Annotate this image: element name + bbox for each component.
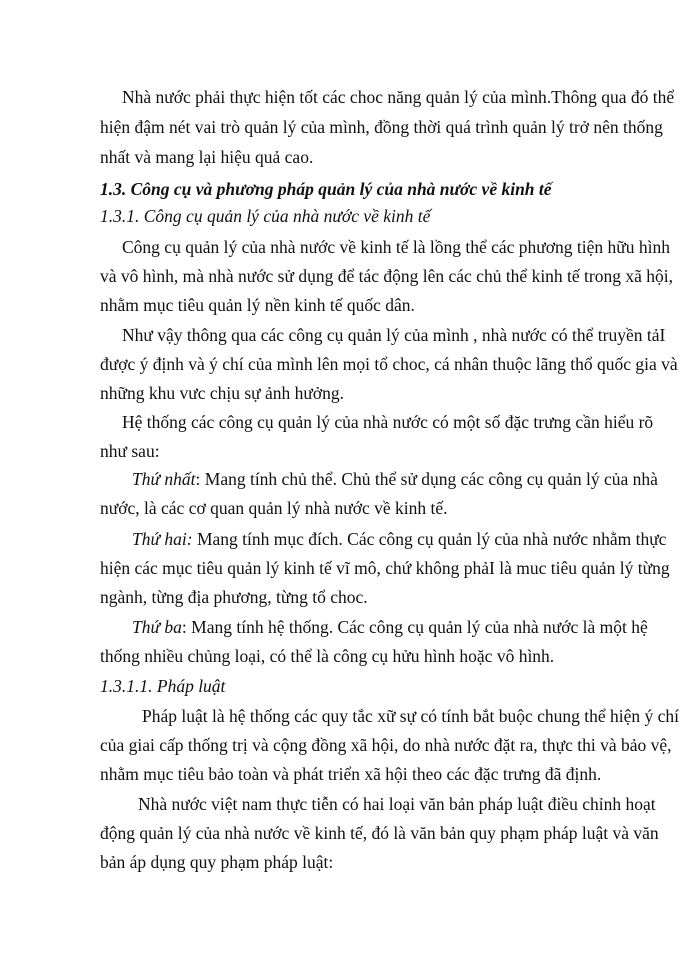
paragraph-line: nhằm mục tiêu bảo toàn và phát triển xã hội theo các đặc trưng đã định.	[100, 764, 602, 784]
paragraph-line: Hệ thống các công cụ quản lý của nhà nước có một số đặc trưng cần hiểu rõ	[122, 412, 654, 432]
paragraph-line: những khu vưc chịu sự ảnh hưởng.	[100, 383, 345, 403]
list-text: Mang tính mục đích. Các công cụ quản lý của nhà nước nhằm thực	[192, 529, 667, 549]
paragraph-line: hiện đậm nét vai trò quản lý của mình, đồng thời quá trình quản lý trở nên thống	[100, 117, 663, 137]
paragraph-line: được ý định và ý chí của mình lên mọi tổ choc, cá nhân thuộc lãng thổ quốc gia và	[100, 354, 678, 374]
paragraph-line: nhất và mang lại hiệu quả cao.	[100, 147, 314, 167]
paragraph-line: bản áp dụng quy phạm pháp luật:	[100, 852, 334, 872]
list-label: Thứ nhất	[132, 469, 196, 489]
list-item-third	[132, 616, 648, 638]
paragraph-line: Công cụ quản lý của nhà nước về kinh tế là lồng thể các phương tiện hữu hình	[122, 237, 671, 257]
list-item-second	[132, 528, 667, 550]
paragraph-line: Nhà nước phải thực hiện tốt các choc năng quản lý của mình.Thông qua đó thể	[122, 87, 675, 107]
paragraph-line: hiện các mục tiêu quản lý kinh tế vĩ mô, chứ không phảI là muc tiêu quản lý từng	[100, 558, 670, 578]
subsubsection-heading: 1.3.1.1. Pháp luật	[100, 676, 226, 696]
paragraph-line: động quản lý của nhà nước về kinh tế, đó là văn bản quy phạm pháp luật và văn	[100, 823, 659, 843]
paragraph-line: nước, là các cơ quan quản lý nhà nước về kinh tế.	[100, 498, 448, 518]
paragraph-line: ngành, từng địa phương, từng tổ choc.	[100, 587, 368, 607]
paragraph-line: như sau:	[100, 441, 160, 461]
paragraph-line: Pháp luật là hệ thống các quy tắc xữ sự có tính bắt buộc chung thể hiện ý chí	[142, 706, 680, 726]
list-label: Thứ hai:	[132, 529, 193, 549]
list-label: Thứ ba	[132, 617, 182, 637]
section-heading: 1.3. Công cụ và phương pháp quản lý của nhà nước về kinh tế	[100, 179, 552, 199]
list-text: : Mang tính hệ thống. Các công cụ quản lý của nhà nước là một hệ	[181, 617, 648, 637]
paragraph-line: thống nhiều chủng loại, có thể là công cụ hửu hình hoặc vô hình.	[100, 646, 555, 666]
paragraph-line: và vô hình, mà nhà nước sử dụng để tác động lên các chủ thể kinh tế trong xã hội,	[100, 266, 674, 286]
paragraph-line: Nhà nước việt nam thực tiễn có hai loại văn bản pháp luật điều chỉnh hoạt	[138, 794, 656, 814]
list-item-first	[132, 468, 658, 490]
paragraph-line: nhằm mục tiêu quản lý nền kinh tế quốc dân.	[100, 295, 415, 315]
paragraph-line: Như vậy thông qua các công cụ quản lý của mình , nhà nước có thể truyền tảI	[122, 325, 666, 345]
paragraph-line: của giai cấp thống trị và cộng đồng xã hội, do nhà nước đặt ra, thực thi và bảo vệ,	[100, 735, 672, 755]
subsection-heading: 1.3.1. Công cụ quản lý của nhà nước về kinh tế	[100, 206, 431, 226]
list-text: : Mang tính chủ thể. Chủ thể sử dụng các công cụ quản lý của nhà	[195, 469, 658, 489]
